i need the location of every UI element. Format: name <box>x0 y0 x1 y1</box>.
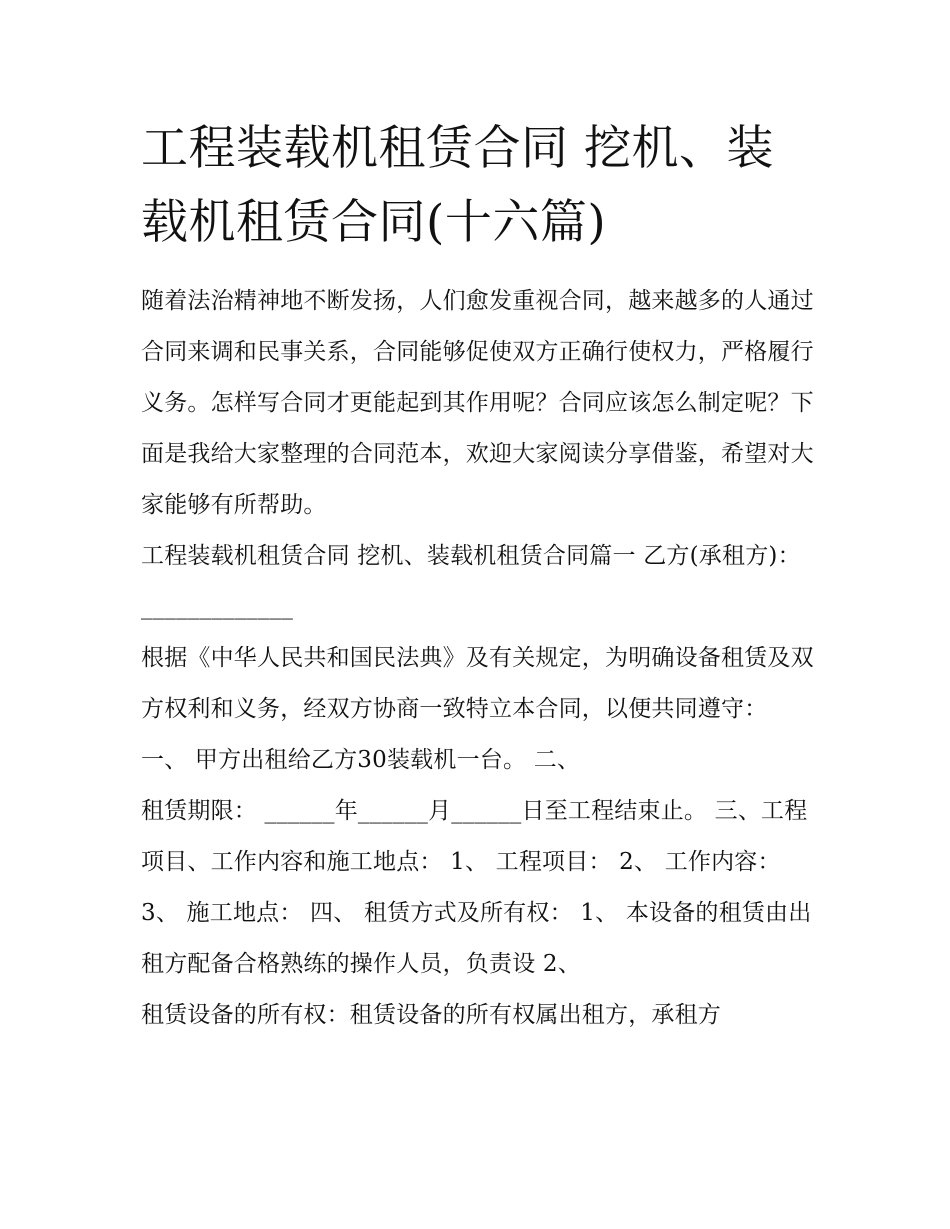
contract-heading-paragraph: 工程装载机租赁合同 挖机、装载机租赁合同篇一 乙方(承租方)：_____________ <box>141 543 801 620</box>
intro-paragraph: 随着法治精神地不断发扬，人们愈发重视合同，越来越多的人通过合同来调和民事关系，合同能够促使双方正确行使权力，严格履行义务。怎样写合同才更能起到其作用呢？合同应该怎么制定呢？下面是我给大家整理的合同范本，欢迎大家阅读分享借鉴，希望对大家能够有所帮助。 <box>141 288 814 518</box>
lease-method-paragraph: 3、 施工地点： 四、 租赁方式及所有权： 1、 本设备的租赁由出租方配备合格熟练的操作人员，负责设 2、 <box>141 900 812 977</box>
document-title: 工程装载机租赁合同 挖机、装载机租赁合同(十六篇) <box>141 121 774 250</box>
document-body <box>141 112 821 1041</box>
ownership-paragraph: 租赁设备的所有权：租赁设备的所有权属出租方，承租方 <box>141 1002 721 1028</box>
lease-term-paragraph: 租赁期限： ______年______月______日至工程结束止。 三、工程项目、工作内容和施工地点： 1、 工程项目： 2、 工作内容： <box>141 798 808 875</box>
contract-basis-paragraph: 根据《中华人民共和国民法典》及有关规定，为明确设备租赁及双方权利和义务，经双方协商一致特立本合同，以便共同遵守： 一、 甲方出租给乙方30装载机一台。 二、 <box>141 645 814 773</box>
